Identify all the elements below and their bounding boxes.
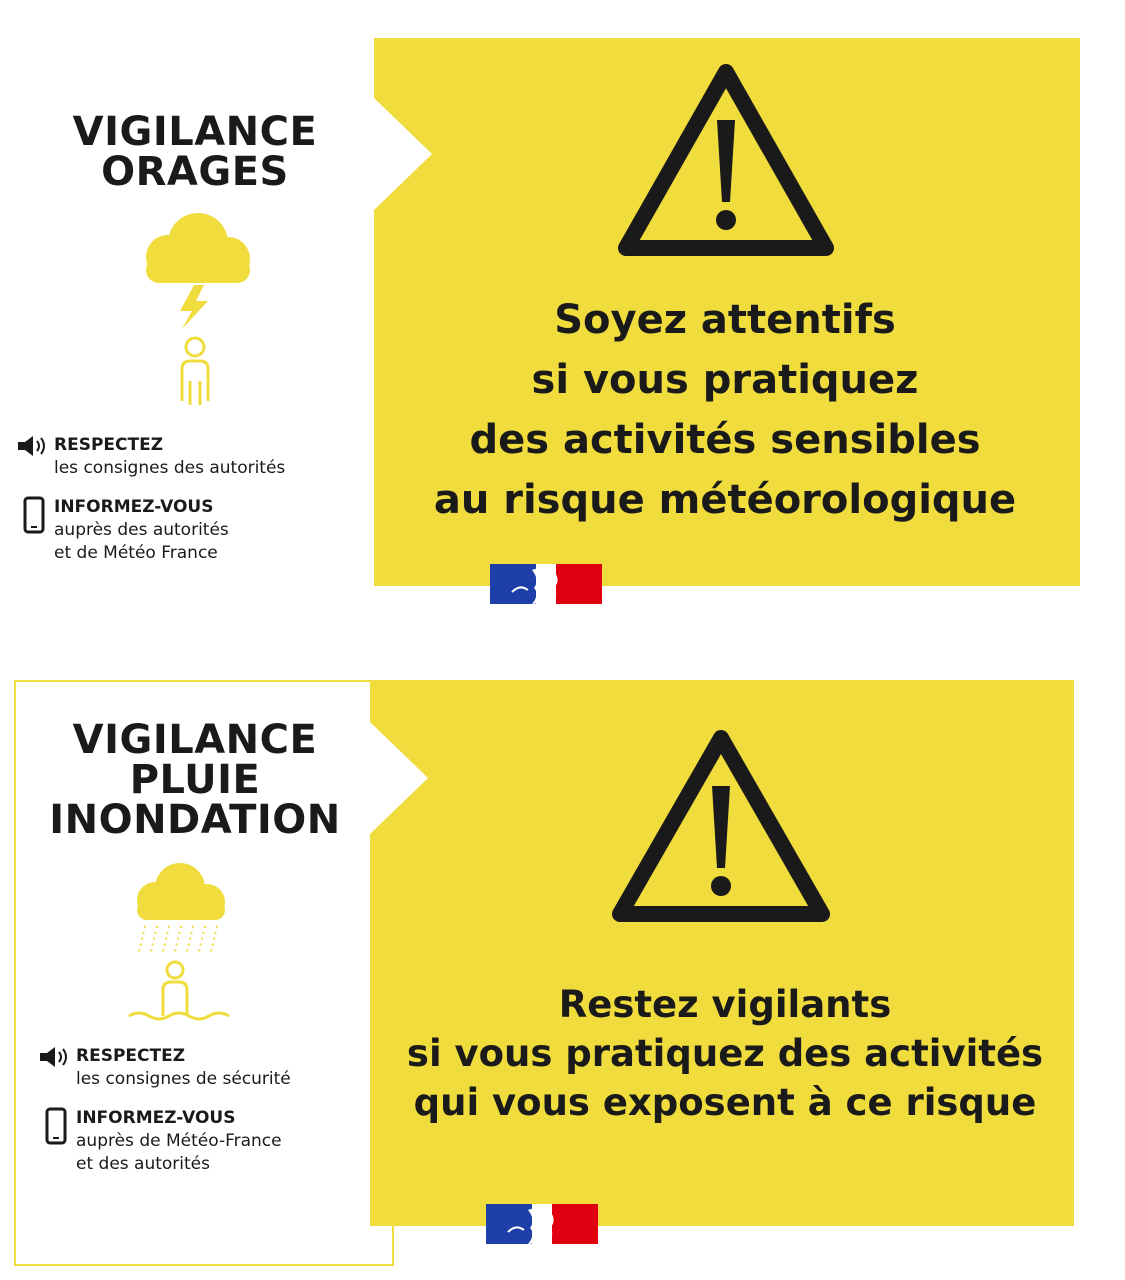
vigilance-pluie-inondation-card — [0, 640, 1125, 1280]
advice-respect — [14, 434, 354, 480]
message-line: au risque météorologique — [433, 477, 1017, 523]
advice-text: auprès des autorités — [54, 519, 229, 540]
title-line: INONDATION — [49, 797, 341, 843]
vigilance-orages-card — [0, 0, 1125, 630]
message-line: Soyez attentifs — [554, 297, 896, 343]
advice-text: et des autorités — [76, 1153, 210, 1174]
advice-inform — [14, 496, 354, 565]
panel-notch — [370, 722, 428, 834]
advice-text: auprès de Météo-France — [76, 1130, 282, 1151]
title-line: ORAGES — [101, 149, 289, 195]
message-line: qui vous exposent à ce risque — [413, 1081, 1037, 1124]
message-line: Restez vigilants — [558, 983, 892, 1026]
panel-notch — [374, 98, 432, 210]
warning-message — [400, 290, 1050, 530]
warning-triangle-icon — [610, 728, 832, 924]
advice-text: et de Météo France — [54, 542, 218, 563]
phone-icon — [36, 1107, 76, 1147]
message-line: des activités sensibles — [469, 417, 981, 463]
message-line: si vous pratiquez — [531, 357, 919, 403]
card-title — [40, 109, 350, 195]
advice-heading: INFORMEZ-VOUS — [54, 496, 214, 517]
advice-heading: INFORMEZ-VOUS — [76, 1107, 236, 1128]
speaker-icon — [14, 434, 54, 458]
advice-text: les consignes des autorités — [54, 457, 286, 478]
warning-triangle-icon — [616, 62, 836, 258]
message-line: si vous pratiquez des activités — [406, 1032, 1044, 1075]
advice-heading: RESPECTEZ — [54, 435, 164, 455]
advice-text: les consignes de sécurité — [76, 1068, 291, 1089]
speaker-icon — [36, 1045, 76, 1069]
advice-list — [14, 434, 354, 581]
card-title — [20, 717, 370, 843]
title-line: VIGILANCE — [72, 717, 318, 763]
republique-francaise-logo — [490, 564, 602, 604]
thunderstorm-person-icon — [130, 205, 260, 415]
republique-francaise-logo — [486, 1204, 598, 1244]
rain-flood-person-icon — [125, 860, 235, 1030]
advice-list — [36, 1045, 356, 1192]
phone-icon — [14, 496, 54, 536]
advice-inform — [36, 1107, 356, 1176]
warning-message — [400, 980, 1050, 1127]
title-line: PLUIE — [129, 757, 261, 803]
advice-respect — [36, 1045, 356, 1091]
title-line: VIGILANCE — [72, 109, 318, 155]
advice-heading: RESPECTEZ — [76, 1046, 186, 1066]
